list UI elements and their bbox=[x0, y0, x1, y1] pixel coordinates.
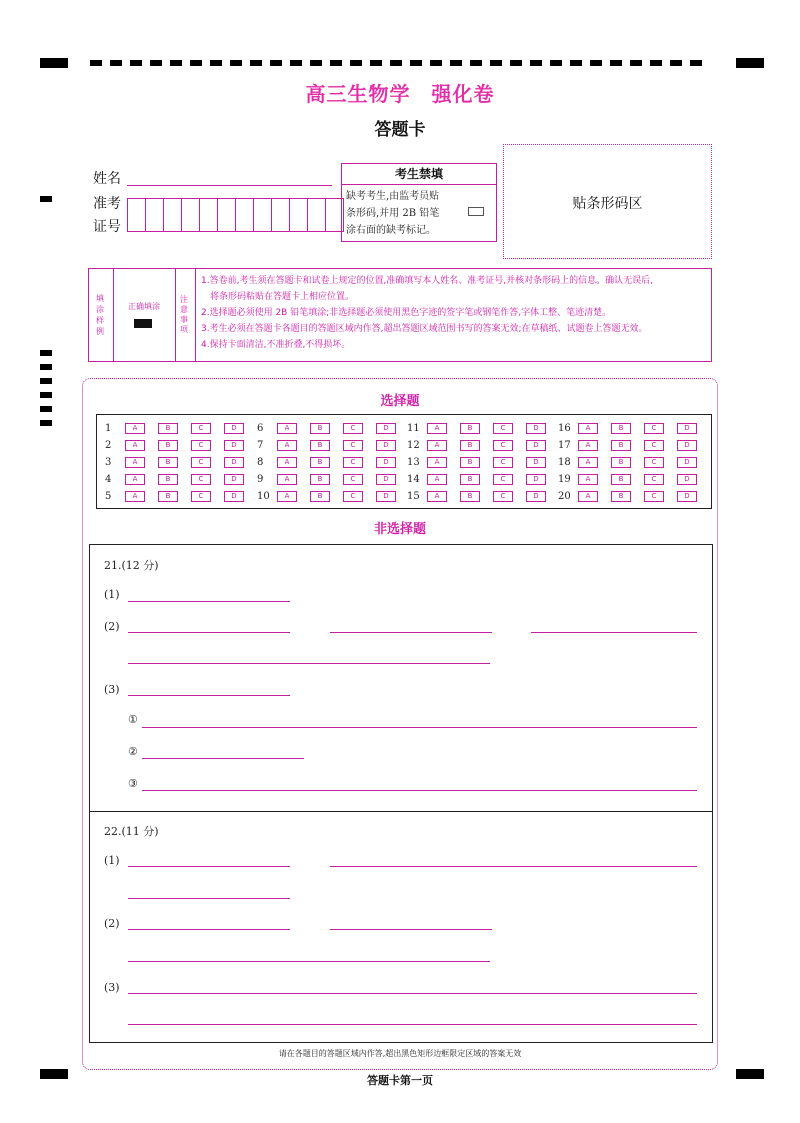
timing-dash bbox=[450, 60, 462, 66]
exam-no-grid[interactable] bbox=[127, 198, 343, 232]
choice-option-bubble[interactable]: C bbox=[644, 474, 664, 485]
choice-option-bubble[interactable]: D bbox=[224, 423, 244, 434]
timing-mark bbox=[40, 58, 68, 68]
exam-no-cell[interactable] bbox=[253, 198, 272, 232]
choice-option-bubble[interactable]: C bbox=[343, 457, 363, 468]
choice-option-bubble[interactable]: A bbox=[427, 440, 447, 451]
correct-fill-label: 正确填涂 bbox=[128, 302, 160, 311]
choice-option-bubble[interactable]: A bbox=[578, 440, 598, 451]
choice-question-number: 8 bbox=[257, 457, 264, 468]
q21-sub3-label: ③ bbox=[128, 777, 138, 790]
choice-option-bubble[interactable]: C bbox=[343, 491, 363, 502]
note-line: 4.保持卡面清洁,不准折叠,不得损坏。 bbox=[201, 340, 351, 350]
choice-option-bubble[interactable]: C bbox=[644, 457, 664, 468]
note-line: 1.答卷前,考生须在答题卡和试卷上规定的位置,准确填写本人姓名、准考证号,并核对条形码上的信息。确认无误后, bbox=[201, 276, 654, 286]
choice-option-bubble[interactable]: B bbox=[310, 474, 330, 485]
page-number: 答题卡第一页 bbox=[367, 1074, 433, 1087]
choice-question-number: 19 bbox=[558, 474, 571, 485]
choice-option-bubble[interactable]: B bbox=[611, 440, 631, 451]
choice-question bbox=[558, 457, 710, 468]
q21-sub1-label: ① bbox=[128, 713, 138, 726]
choice-option-bubble[interactable]: D bbox=[677, 457, 697, 468]
exam-no-cell[interactable] bbox=[199, 198, 218, 232]
timing-dash bbox=[470, 60, 482, 66]
choice-question-number: 5 bbox=[105, 491, 112, 502]
choice-option-bubble[interactable]: A bbox=[578, 423, 598, 434]
choice-question-number: 17 bbox=[558, 440, 571, 451]
choice-question-number: 4 bbox=[105, 474, 112, 485]
timing-dash bbox=[550, 60, 562, 66]
timing-dash bbox=[270, 60, 282, 66]
choice-question-number: 20 bbox=[558, 491, 571, 502]
exam-no-cell[interactable] bbox=[181, 198, 200, 232]
note-line: 3.考生必须在答题卡各题目的答题区域内作答,超出答题区域范围书写的答案无效;在草稿纸、试题卷上答题无效。 bbox=[201, 324, 648, 334]
choice-option-bubble[interactable]: B bbox=[611, 423, 631, 434]
choice-question bbox=[257, 491, 409, 502]
timing-dash bbox=[410, 60, 422, 66]
choice-option-bubble[interactable]: D bbox=[526, 474, 546, 485]
choice-option-bubble[interactable]: D bbox=[376, 491, 396, 502]
choice-question bbox=[257, 457, 409, 468]
fill-example-label: 填涂样例 bbox=[96, 294, 104, 336]
exam-no-cell[interactable] bbox=[271, 198, 290, 232]
choice-question bbox=[105, 440, 257, 451]
choice-option-bubble[interactable]: B bbox=[460, 423, 480, 434]
choice-question-number: 18 bbox=[558, 457, 571, 468]
choice-option-bubble[interactable]: B bbox=[310, 423, 330, 434]
choice-question bbox=[105, 491, 257, 502]
note-line: 2.选择题必须使用 2B 铅笔填涂;非选择题必须使用黑色字迹的签字笔或钢笔作答,字体工整、笔迹清楚。 bbox=[201, 308, 612, 318]
timing-dash bbox=[610, 60, 622, 66]
timing-dash bbox=[530, 60, 542, 66]
exam-no-cell[interactable] bbox=[235, 198, 254, 232]
choice-option-bubble[interactable]: B bbox=[158, 491, 178, 502]
q22-title: 22.(11 分) bbox=[104, 825, 159, 838]
timing-dash bbox=[350, 60, 362, 66]
choice-question bbox=[105, 474, 257, 485]
barcode-area bbox=[503, 144, 712, 259]
choice-question bbox=[105, 457, 257, 468]
timing-dash bbox=[90, 60, 102, 66]
choice-question-number: 12 bbox=[407, 440, 420, 451]
choice-option-bubble[interactable]: D bbox=[224, 440, 244, 451]
q22-part1-line[interactable] bbox=[128, 898, 290, 899]
choice-option-bubble[interactable]: A bbox=[427, 423, 447, 434]
choice-question bbox=[257, 423, 409, 434]
name-label: 姓名 bbox=[93, 171, 121, 187]
choice-option-bubble[interactable]: D bbox=[526, 440, 546, 451]
choice-question-number: 14 bbox=[407, 474, 420, 485]
choice-option-bubble[interactable]: C bbox=[191, 491, 211, 502]
choice-option-bubble[interactable]: A bbox=[277, 474, 297, 485]
q21-part2-line[interactable] bbox=[531, 632, 697, 633]
choice-option-bubble[interactable]: C bbox=[343, 423, 363, 434]
timing-dash bbox=[230, 60, 242, 66]
absent-box-line: 缺考考生,由监考员贴 bbox=[346, 191, 440, 202]
q22-box bbox=[89, 810, 713, 1043]
choice-question bbox=[105, 423, 257, 434]
choice-question bbox=[257, 440, 409, 451]
exam-no-cell[interactable] bbox=[307, 198, 326, 232]
absent-mark-box[interactable] bbox=[468, 207, 484, 216]
choice-question-number: 1 bbox=[105, 423, 112, 434]
choice-option-bubble[interactable]: C bbox=[191, 474, 211, 485]
q22-part3-line[interactable] bbox=[128, 993, 697, 994]
absent-box-line: 涂右面的缺考标记。 bbox=[346, 225, 436, 236]
timing-dash bbox=[170, 60, 182, 66]
choice-option-bubble[interactable]: A bbox=[427, 491, 447, 502]
choice-option-bubble[interactable]: B bbox=[158, 457, 178, 468]
choice-option-bubble[interactable]: C bbox=[343, 440, 363, 451]
choice-option-bubble[interactable]: D bbox=[224, 491, 244, 502]
q22-part3-label: (3) bbox=[104, 981, 120, 994]
choice-option-bubble[interactable]: A bbox=[125, 440, 145, 451]
timing-dash bbox=[330, 60, 342, 66]
choice-question-number: 13 bbox=[407, 457, 420, 468]
q21-part1-label: (1) bbox=[104, 588, 120, 601]
timing-dash bbox=[510, 60, 522, 66]
choice-option-bubble[interactable]: C bbox=[493, 474, 513, 485]
exam-no-cell[interactable] bbox=[163, 198, 182, 232]
choice-option-bubble[interactable]: C bbox=[493, 423, 513, 434]
choice-option-bubble[interactable]: D bbox=[376, 474, 396, 485]
choice-option-bubble[interactable]: A bbox=[578, 474, 598, 485]
q22-part3-line[interactable] bbox=[128, 1024, 697, 1025]
choice-question bbox=[407, 491, 559, 502]
choice-option-bubble[interactable]: D bbox=[677, 491, 697, 502]
timing-mark bbox=[40, 196, 52, 202]
footer-warning: 请在各题目的答题区域内作答,超出黑色矩形边框限定区域的答案无效 bbox=[278, 1049, 522, 1058]
page-subtitle: 答题卡 bbox=[374, 120, 426, 140]
choice-option-bubble[interactable]: D bbox=[376, 440, 396, 451]
q21-box bbox=[89, 544, 713, 812]
choice-option-bubble[interactable]: B bbox=[460, 440, 480, 451]
choice-option-bubble[interactable]: A bbox=[277, 457, 297, 468]
choice-question-number: 6 bbox=[257, 423, 264, 434]
choice-option-bubble[interactable]: D bbox=[376, 423, 396, 434]
choice-option-bubble[interactable]: C bbox=[191, 457, 211, 468]
choice-question bbox=[558, 474, 710, 485]
q22-part2-label: (2) bbox=[104, 917, 120, 930]
correct-fill-sample bbox=[134, 319, 152, 328]
choice-option-bubble[interactable]: D bbox=[224, 457, 244, 468]
q21-part2-label: (2) bbox=[104, 620, 120, 633]
choice-question-number: 10 bbox=[257, 491, 270, 502]
timing-mark bbox=[736, 58, 764, 68]
choice-option-bubble[interactable]: A bbox=[578, 491, 598, 502]
timing-dash bbox=[130, 60, 142, 66]
timing-dash bbox=[310, 60, 322, 66]
choice-option-bubble[interactable]: C bbox=[644, 491, 664, 502]
timing-dash bbox=[150, 60, 162, 66]
choice-question-number: 2 bbox=[105, 440, 112, 451]
q21-part1-line[interactable] bbox=[128, 601, 290, 602]
choice-option-bubble[interactable]: C bbox=[493, 440, 513, 451]
q22-part1-label: (1) bbox=[104, 854, 120, 867]
choice-option-bubble[interactable]: A bbox=[125, 474, 145, 485]
timing-dash bbox=[490, 60, 502, 66]
choice-option-bubble[interactable]: D bbox=[526, 491, 546, 502]
timing-dash bbox=[630, 60, 642, 66]
choice-option-bubble[interactable]: B bbox=[310, 440, 330, 451]
choice-option-bubble[interactable]: A bbox=[427, 457, 447, 468]
choice-option-bubble[interactable]: A bbox=[578, 457, 598, 468]
timing-dash bbox=[590, 60, 602, 66]
barcode-label: 贴条形码区 bbox=[572, 196, 643, 212]
choice-option-bubble[interactable]: C bbox=[493, 491, 513, 502]
choice-question bbox=[558, 491, 710, 502]
timing-mark bbox=[40, 364, 52, 370]
choice-option-bubble[interactable]: B bbox=[460, 474, 480, 485]
exam-no-cell[interactable] bbox=[217, 198, 236, 232]
choice-option-bubble[interactable]: D bbox=[376, 457, 396, 468]
timing-dash bbox=[650, 60, 662, 66]
choice-option-bubble[interactable]: B bbox=[611, 491, 631, 502]
timing-dash bbox=[190, 60, 202, 66]
timing-dash bbox=[390, 60, 402, 66]
timing-dash bbox=[290, 60, 302, 66]
note-line: 将条形码粘贴在答题卡上相应位置。 bbox=[201, 292, 355, 302]
choice-option-bubble[interactable]: D bbox=[677, 474, 697, 485]
choice-option-bubble[interactable]: C bbox=[191, 423, 211, 434]
timing-mark bbox=[40, 420, 52, 426]
choice-option-bubble[interactable]: C bbox=[191, 440, 211, 451]
q22-part1-line[interactable] bbox=[128, 866, 290, 867]
timing-dash bbox=[210, 60, 222, 66]
q21-part2-line[interactable] bbox=[128, 663, 490, 664]
exam-no-label-2: 证号 bbox=[93, 219, 121, 235]
exam-no-label-1: 准考 bbox=[93, 196, 121, 212]
choice-option-bubble[interactable]: B bbox=[310, 491, 330, 502]
choice-option-bubble[interactable]: D bbox=[677, 423, 697, 434]
exam-no-cell[interactable] bbox=[127, 198, 146, 232]
choice-grid bbox=[96, 414, 712, 509]
q22-part1-line[interactable] bbox=[330, 866, 697, 867]
timing-dash bbox=[370, 60, 382, 66]
choice-option-bubble[interactable]: C bbox=[343, 474, 363, 485]
choice-question-number: 11 bbox=[407, 423, 420, 434]
timing-dash bbox=[690, 60, 702, 66]
choice-question bbox=[558, 423, 710, 434]
exam-no-cell[interactable] bbox=[289, 198, 308, 232]
timing-dash bbox=[430, 60, 442, 66]
choice-option-bubble[interactable]: C bbox=[644, 423, 664, 434]
choice-option-bubble[interactable]: A bbox=[277, 423, 297, 434]
q21-part2-line[interactable] bbox=[128, 632, 290, 633]
q22-part2-line[interactable] bbox=[330, 929, 492, 930]
choice-question bbox=[407, 440, 559, 451]
choice-option-bubble[interactable]: B bbox=[158, 423, 178, 434]
choice-option-bubble[interactable]: D bbox=[677, 440, 697, 451]
q22-part2-line[interactable] bbox=[128, 929, 290, 930]
notes-list bbox=[201, 273, 706, 353]
choice-question bbox=[407, 457, 559, 468]
choice-question-number: 9 bbox=[257, 474, 264, 485]
choice-option-bubble[interactable]: B bbox=[611, 474, 631, 485]
choice-option-bubble[interactable]: B bbox=[310, 457, 330, 468]
choice-option-bubble[interactable]: D bbox=[224, 474, 244, 485]
choice-option-bubble[interactable]: B bbox=[460, 491, 480, 502]
absent-box-title: 考生禁填 bbox=[342, 164, 496, 185]
choice-title: 选择题 bbox=[380, 394, 420, 409]
timing-mark bbox=[40, 350, 52, 356]
name-input-line[interactable] bbox=[127, 185, 332, 186]
choice-option-bubble[interactable]: B bbox=[460, 457, 480, 468]
timing-dash bbox=[250, 60, 262, 66]
choice-question-number: 7 bbox=[257, 440, 264, 451]
choice-option-bubble[interactable]: D bbox=[526, 457, 546, 468]
instructions-box bbox=[88, 268, 712, 362]
timing-dash bbox=[110, 60, 122, 66]
choice-question-number: 15 bbox=[407, 491, 420, 502]
choice-option-bubble[interactable]: A bbox=[125, 491, 145, 502]
choice-option-bubble[interactable]: A bbox=[277, 491, 297, 502]
q21-sub3-line[interactable] bbox=[142, 790, 697, 791]
timing-dash bbox=[670, 60, 682, 66]
choice-question bbox=[407, 423, 559, 434]
timing-dash bbox=[570, 60, 582, 66]
choice-option-bubble[interactable]: C bbox=[644, 440, 664, 451]
page-title: 高三生物学 强化卷 bbox=[305, 82, 495, 106]
notes-title: 注意事项 bbox=[180, 295, 188, 334]
q21-part3-label: (3) bbox=[104, 683, 120, 696]
q21-sub1-line[interactable] bbox=[142, 727, 697, 728]
choice-question bbox=[558, 440, 710, 451]
absent-box bbox=[341, 163, 497, 242]
choice-option-bubble[interactable]: A bbox=[125, 457, 145, 468]
timing-mark bbox=[40, 378, 52, 384]
choice-question bbox=[407, 474, 559, 485]
q21-sub2-line[interactable] bbox=[142, 758, 304, 759]
choice-option-bubble[interactable]: B bbox=[158, 440, 178, 451]
q22-part2-line[interactable] bbox=[128, 961, 490, 962]
q21-title: 21.(12 分) bbox=[104, 559, 159, 572]
non-choice-title: 非选择题 bbox=[373, 522, 426, 537]
choice-option-bubble[interactable]: D bbox=[526, 423, 546, 434]
choice-question-number: 3 bbox=[105, 457, 112, 468]
choice-option-bubble[interactable]: A bbox=[277, 440, 297, 451]
exam-no-cell[interactable] bbox=[145, 198, 164, 232]
choice-option-bubble[interactable]: B bbox=[611, 457, 631, 468]
q21-part2-line[interactable] bbox=[330, 632, 492, 633]
choice-question bbox=[257, 474, 409, 485]
absent-box-line: 条形码,并用 2B 铅笔 bbox=[346, 208, 440, 219]
choice-option-bubble[interactable]: C bbox=[493, 457, 513, 468]
q21-sub2-label: ② bbox=[128, 745, 138, 758]
choice-option-bubble[interactable]: A bbox=[125, 423, 145, 434]
q21-part3-line[interactable] bbox=[128, 695, 290, 696]
choice-question-number: 16 bbox=[558, 423, 571, 434]
choice-option-bubble[interactable]: A bbox=[427, 474, 447, 485]
choice-option-bubble[interactable]: B bbox=[158, 474, 178, 485]
